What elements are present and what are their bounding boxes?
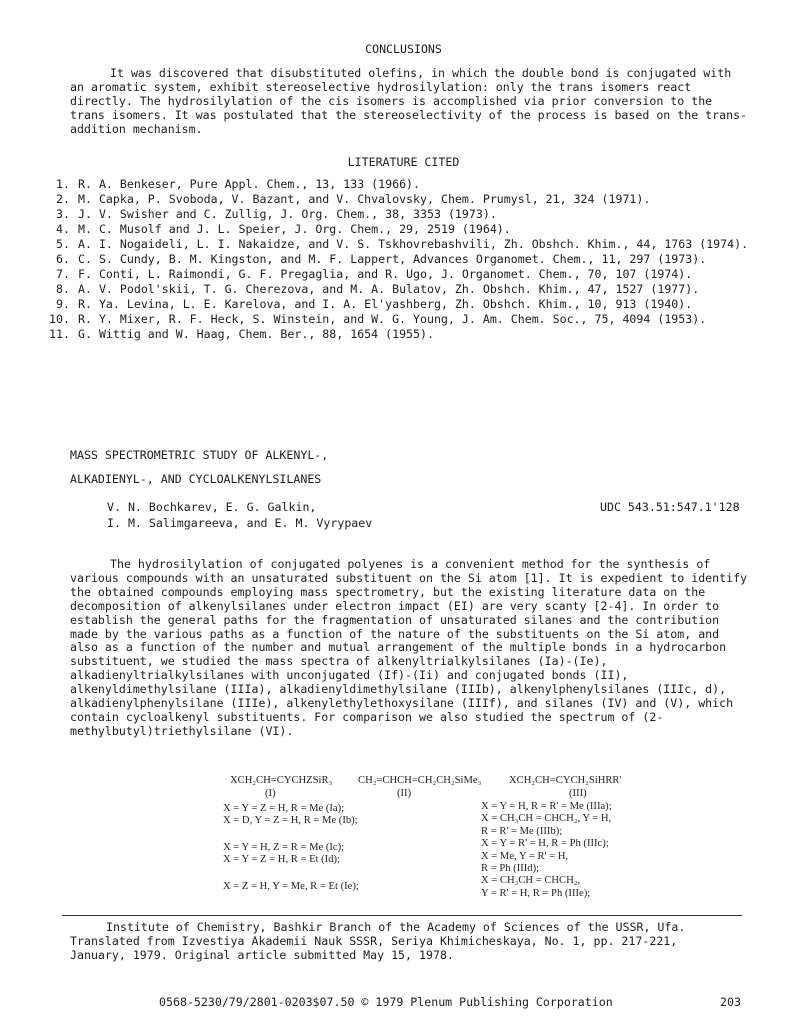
udc-code: UDC 543.51:547.1'128 bbox=[600, 500, 740, 514]
authors-line-1: V. N. Bochkarev, E. G. Galkin, bbox=[107, 500, 317, 514]
article-title-line-2: ALKADIENYL-, AND CYCLOALKENYLSILANES bbox=[70, 472, 322, 486]
reference-item bbox=[46, 268, 776, 282]
reference-item bbox=[46, 328, 776, 342]
reference-item bbox=[46, 223, 776, 237]
reference-text: M. Capka, P. Svoboda, V. Bazant, and V. Chvalovsky, Chem. Prumysl, 21, 324 (1971). bbox=[78, 191, 651, 206]
reference-number: 5. bbox=[56, 236, 70, 251]
reference-number: 11. bbox=[49, 326, 70, 341]
reference-number: 4. bbox=[56, 221, 70, 236]
reference-item bbox=[46, 238, 776, 252]
conclusions-paragraph: It was discovered that disubstituted olefins, in which the double bond is conjugated with an aromatic system, exhibit stereoselective hydrosilylation: only the trans isomers react directly. The hydrosilylation of the cis isomers is accomplished via prior conversion to the trans isomers. It was postulated that the stereoselectivity of the process is based on the trans-addition mechanism. bbox=[70, 66, 748, 136]
reference-item bbox=[46, 313, 776, 327]
reference-text: F. Conti, L. Raimondi, G. F. Pregaglia, and R. Ugo, J. Organomet. Chem., 70, 107 (1974). bbox=[78, 266, 693, 281]
substituent-IIId-2: R = Ph (IIId); bbox=[481, 863, 540, 875]
footnote bbox=[70, 920, 760, 963]
reference-text: G. Wittig and W. Haag, Chem. Ber., 88, 1654 (1955). bbox=[78, 326, 434, 341]
conclusions-heading: CONCLUSIONS bbox=[365, 42, 442, 56]
reference-item bbox=[46, 193, 776, 207]
substituent-IIIe-2: Y = R' = H, R = Ph (IIIe); bbox=[481, 887, 591, 899]
reference-number: 3. bbox=[56, 206, 70, 221]
formula-II: CH₂=CHCH=CH₂CH₂SiMe₃ bbox=[358, 775, 482, 786]
reference-number: 8. bbox=[56, 281, 70, 296]
reference-text: C. S. Cundy, B. M. Kingston, and M. F. Lappert, Advances Organomet. Chem., 11, 297 (1973). bbox=[78, 251, 707, 266]
formula-II-label: (II) bbox=[397, 788, 412, 799]
reference-item bbox=[46, 298, 776, 312]
substituent-Ic: X = Y = H, Z = R = Me (Ic); bbox=[223, 841, 345, 853]
reference-text: A. I. Nogaideli, L. I. Nakaidze, and V. S. Tskhovrebashvili, Zh. Obshch. Khim., 44, 1763 (1974). bbox=[78, 236, 749, 251]
reference-text: M. C. Musolf and J. L. Speier, J. Org. Chem., 29, 2519 (1964). bbox=[78, 221, 511, 236]
footnote-line-2: Translated from Izvestiya Akademii Nauk SSSR, Seriya Khimicheskaya, No. 1, pp. 217-221, bbox=[70, 934, 678, 949]
reference-number: 2. bbox=[56, 191, 70, 206]
article-paragraph: The hydrosilylation of conjugated polyenes is a convenient method for the synthesis of various compounds with an unsaturated substituent on the Si atom [1]. It is expedient to identify the obtained compounds employing mass spectrometry, but the existing literature data on the decomposition of alkenylsilanes under electron impact (EI) are very scanty [2-4]. In order to establish the general paths for the fragmentation of unsaturated silanes and the contribution made by the various paths as a function of the nature of the substituents on the Si atom, and also as a function of the number and mutual arrangement of the multiple bonds in a hydrocarbon substituent, we studied the mass spectra of alkenyltrialkylsilanes (Ia)-(Ie), alkadienyltrialkylsilanes with unconjugated (If)-(Ii) and conjugated bonds (II), alkenyldimethylsilane (IIIa), alkadienyldimethylsilane (IIIb), alkenylphenylsilanes (IIIc, d), alkadienylphenylsilane (IIIe), alkenylethylethoxysilane (IIIf), and silanes (IV) and (V), which contain cycloalkenyl substituents. For comparison we also studied the spectrum of (2-methylbutyl)triethylsilane (VI). bbox=[70, 557, 748, 738]
formula-right-substituents bbox=[481, 801, 612, 900]
reference-number: 1. bbox=[56, 177, 70, 191]
substituent-IIIb-1: X = CH₃CH = CHCH₂, Y = H, bbox=[481, 813, 612, 825]
substituent-IIIe-1: X = CH₃CH = CHCH₂, bbox=[481, 875, 581, 887]
substituent-Ib: X = D, Y = Z = H, R = Me (Ib); bbox=[223, 815, 358, 827]
reference-item bbox=[46, 178, 776, 192]
copyright-line: 0568-5230/79/2801-0203$07.50 © 1979 Plenum Publishing Corporation bbox=[159, 995, 613, 1009]
substituent-Id: X = Y = Z = H, R = Et (Id); bbox=[223, 854, 340, 866]
formula-left-substituents bbox=[223, 803, 359, 893]
footnote-line-3: January, 1979. Original article submitted May 15, 1978. bbox=[70, 948, 454, 963]
reference-list bbox=[46, 178, 776, 343]
reference-item bbox=[46, 283, 776, 297]
formula-III: XCH₂CH=CYCH₂SiHRR' bbox=[509, 775, 622, 786]
reference-text: R. Y. Mixer, R. F. Heck, S. Winstein, and W. G. Young, J. Am. Chem. Soc., 75, 4094 (1953). bbox=[78, 311, 707, 326]
formula-I: XCH₂CH=CYCHZSiR₃ bbox=[230, 775, 333, 786]
substituent-IIIc: X = Y = R' = H, R = Ph (IIIc); bbox=[481, 838, 609, 850]
article-title-line-1: MASS SPECTROMETRIC STUDY OF ALKENYL-, bbox=[70, 448, 329, 462]
authors-line-2: I. M. Salimgareeva, and E. M. Vyrypaev bbox=[107, 516, 373, 530]
literature-heading: LITERATURE CITED bbox=[347, 155, 460, 169]
reference-item bbox=[46, 208, 776, 222]
formula-I-label: (I) bbox=[265, 788, 276, 799]
reference-text: J. V. Swisher and C. Zullig, J. Org. Chem., 38, 3353 (1973). bbox=[78, 206, 497, 221]
reference-text: A. V. Podol'skii, T. G. Cherezova, and M. A. Bulatov, Zh. Obshch. Khim., 47, 1527 (1977). bbox=[78, 281, 700, 296]
reference-number: 9. bbox=[56, 296, 70, 311]
reference-number: 10. bbox=[49, 311, 70, 326]
page-number: 203 bbox=[720, 995, 741, 1009]
footnote-line-1: Institute of Chemistry, Bashkir Branch of the Academy of Sciences of the USSR, Ufa. bbox=[106, 920, 686, 934]
substituent-Ie: X = Z = H, Y = Me, R = Et (Ie); bbox=[223, 880, 359, 892]
substituent-IIIb-2: R = R' = Me (IIIb); bbox=[481, 825, 563, 837]
substituent-IIIa: X = Y = H, R = R' = Me (IIIa); bbox=[481, 801, 612, 812]
footnote-divider bbox=[62, 915, 742, 916]
substituent-Ia: X = Y = Z = H, R = Me (Ia); bbox=[223, 803, 345, 814]
reference-number: 6. bbox=[56, 251, 70, 266]
formula-III-label: (III) bbox=[569, 788, 587, 799]
reference-text: R. Ya. Levina, L. E. Karelova, and I. A. El'yashberg, Zh. Obshch. Khim., 10, 913 (1940). bbox=[78, 296, 693, 311]
substituent-IIId-1: X = Me, Y = R' = H, bbox=[481, 850, 569, 862]
reference-item bbox=[46, 253, 776, 267]
reference-number: 7. bbox=[56, 266, 70, 281]
reference-text: R. A. Benkeser, Pure Appl. Chem., 13, 133 (1966). bbox=[78, 177, 421, 191]
